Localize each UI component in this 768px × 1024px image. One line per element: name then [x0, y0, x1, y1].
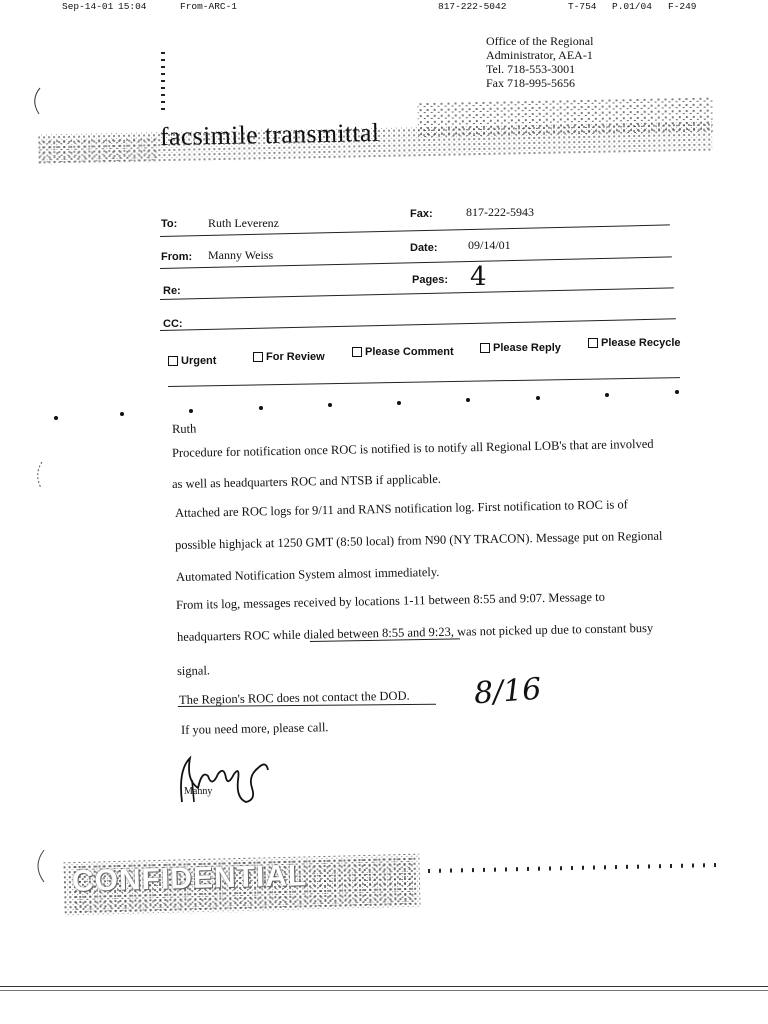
- re-label: Re:: [163, 285, 181, 297]
- office-line-2: Administrator, AEA-1: [486, 48, 593, 62]
- to-label: To:: [161, 218, 178, 230]
- checkbox-please-comment[interactable]: [352, 346, 454, 358]
- confidential-stamp: CONFIDENTIAL: [71, 859, 308, 898]
- handwritten-note: 8/16: [472, 671, 543, 712]
- form-rule: [168, 377, 680, 387]
- checkbox-label: Urgent: [181, 355, 217, 367]
- header-page: P.01/04: [612, 1, 652, 12]
- header-from: From-ARC-1: [180, 1, 238, 12]
- to-value: Ruth Leverenz: [208, 216, 279, 230]
- checkbox-for-review[interactable]: [253, 351, 325, 363]
- checkbox-box[interactable]: [253, 352, 263, 362]
- signature-name: Manny: [184, 786, 213, 797]
- dotted-line: [428, 863, 718, 873]
- checkbox-label: For Review: [266, 351, 325, 363]
- margin-mark: [30, 848, 48, 884]
- salutation: Ruth: [171, 421, 197, 436]
- form-rule: [160, 287, 674, 300]
- header-phone: 817-222-5042: [438, 1, 507, 12]
- body-line: possible highjack at 1250 GMT (8:50 local) from N90 (NY TRACON). Message put on Regional: [174, 528, 663, 552]
- from-value: Manny Weiss: [208, 248, 274, 262]
- body-line: Procedure for notification once ROC is notified is to notify all Regional LOB's that are involved: [171, 436, 654, 460]
- office-fax: Fax 718-995-5656: [486, 76, 575, 90]
- pages-label: Pages:: [412, 274, 449, 286]
- fax-value: 817-222-5943: [466, 205, 534, 219]
- body-line: From its log, messages received by locations 1-11 between 8:55 and 9:07. Message to: [175, 589, 606, 612]
- fax-dot: [328, 403, 332, 407]
- fax-transmission-header: [0, 0, 768, 14]
- fax-dot: [466, 398, 470, 402]
- signature: [168, 740, 278, 810]
- form-rule: [160, 318, 676, 331]
- fax-dot: [675, 390, 679, 394]
- fax-dot: [397, 401, 401, 405]
- page-edge-line: [0, 986, 768, 987]
- date-value: 09/14/01: [468, 238, 511, 252]
- body-line: The Region's ROC does not contact the DOD.: [178, 688, 410, 707]
- header-date: Sep-14-01: [62, 1, 114, 12]
- fax-dot: [605, 393, 609, 397]
- checkbox-please-recycle[interactable]: [588, 337, 681, 349]
- header-time: 15:04: [118, 1, 147, 12]
- checkbox-urgent[interactable]: [168, 355, 216, 367]
- body-line: If you need more, please call.: [180, 720, 329, 737]
- document-title: facsimile transmittal: [159, 117, 380, 152]
- office-tel: Tel. 718-553-3001: [486, 62, 576, 76]
- checkbox-label: Please Recycle: [601, 337, 681, 349]
- office-address-block: [486, 34, 593, 90]
- body-line: signal.: [176, 663, 211, 678]
- checkbox-box[interactable]: [352, 347, 362, 357]
- fax-dot: [259, 406, 263, 410]
- fax-dot: [120, 412, 124, 416]
- fax-label: Fax:: [410, 208, 433, 220]
- checkbox-box[interactable]: [168, 356, 178, 366]
- pages-value: 4: [470, 262, 487, 292]
- cc-label: CC:: [163, 318, 183, 330]
- body-line: headquarters ROC while dialed between 8:55 and 9:23, was not picked up due to constant busy: [176, 620, 654, 644]
- body-line: as well as headquarters ROC and NTSB if applicable.: [171, 471, 442, 491]
- body-line: Automated Notification System almost immediately.: [175, 564, 440, 584]
- fax-dot: [536, 396, 540, 400]
- checkbox-box[interactable]: [588, 338, 598, 348]
- fax-dot: [189, 409, 193, 413]
- checkbox-label: Please Reply: [493, 342, 561, 354]
- margin-mark: [32, 460, 44, 490]
- fax-dot: [54, 416, 58, 420]
- header-form: F-249: [668, 1, 697, 12]
- from-label: From:: [161, 251, 193, 263]
- header-transmission-id: T-754: [568, 1, 597, 12]
- checkbox-label: Please Comment: [365, 346, 454, 358]
- office-line-1: Office of the Regional: [486, 34, 594, 48]
- page-edge-line: [0, 990, 768, 991]
- body-line: Attached are ROC logs for 9/11 and RANS notification log. First notification to ROC is of: [174, 497, 629, 520]
- checkbox-please-reply[interactable]: [480, 342, 561, 354]
- date-label: Date:: [410, 242, 438, 254]
- checkbox-box[interactable]: [480, 343, 490, 353]
